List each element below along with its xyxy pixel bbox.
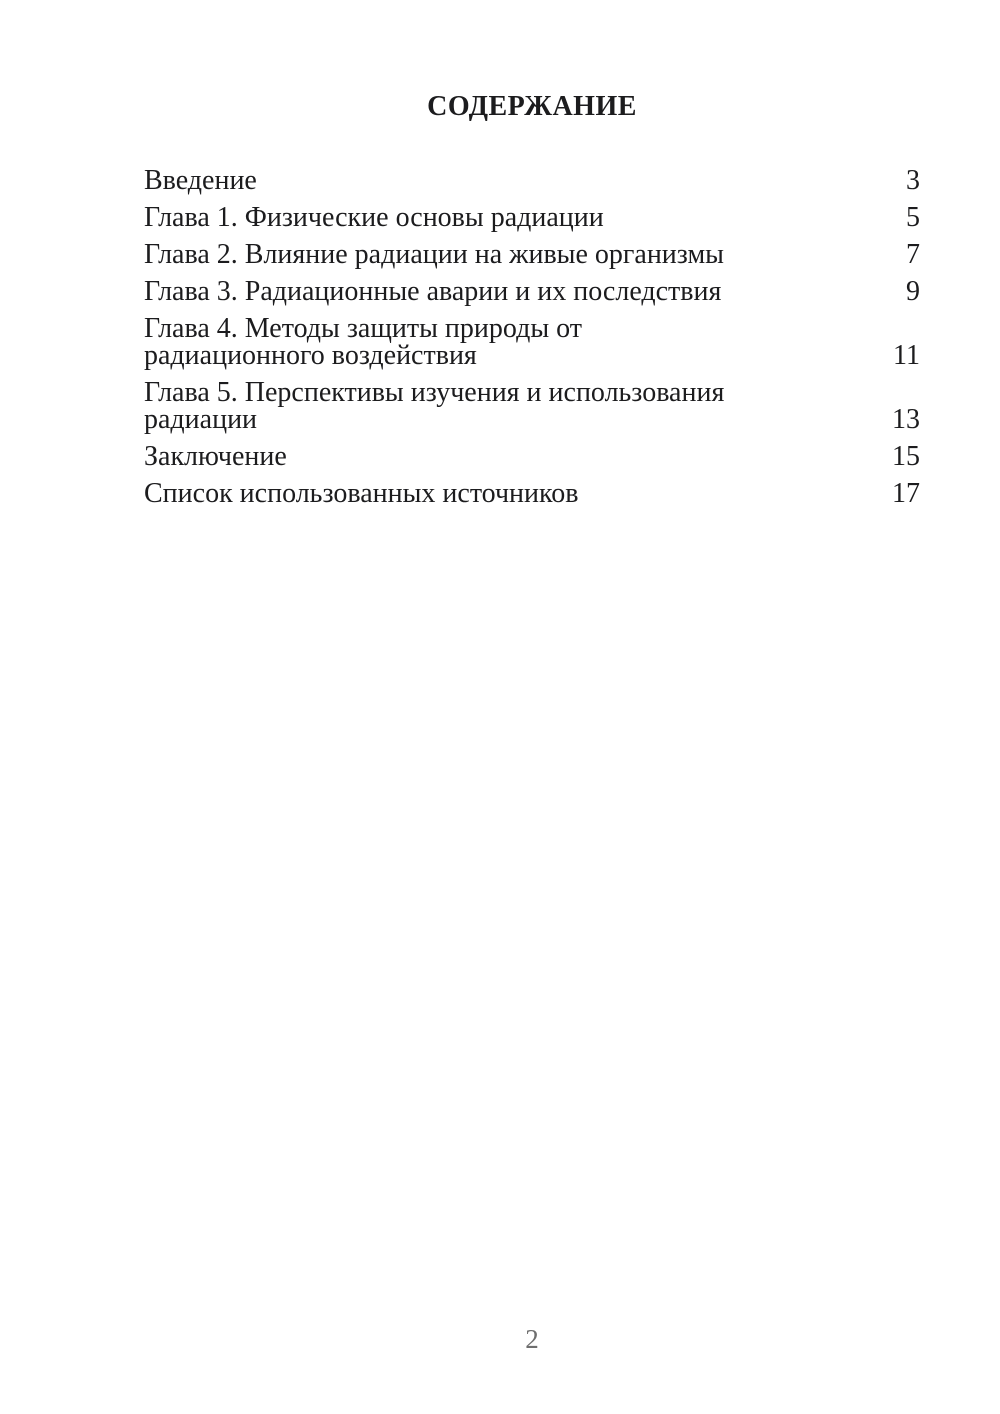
toc-entry-page-number: 13 [892,404,920,435]
toc-entry [144,278,920,305]
toc-entry-page-number: 5 [906,202,920,233]
toc-entry-page-number: 11 [893,340,920,371]
toc-entry [144,480,920,507]
toc-entry-label: Введение [144,165,257,196]
toc-entry-page-number: 7 [906,239,920,270]
toc-entry-label: Глава 5. Перспективы изучения и использования радиации [144,377,725,435]
toc-entry [144,379,920,433]
toc-entry-page-number: 17 [892,478,920,509]
toc-entry [144,167,920,194]
toc-entry [144,315,920,369]
toc-entry-page-number: 9 [906,276,920,307]
toc-entry-page-number: 15 [892,441,920,472]
toc-content [144,93,920,517]
toc-entry [144,241,920,268]
toc-entry [144,443,920,470]
page-title: СОДЕРЖАНИЕ [427,91,637,122]
toc-entry-label: Глава 1. Физические основы радиации [144,202,604,233]
toc-entry [144,204,920,231]
table-of-contents [144,167,920,507]
toc-entry-label: Заключение [144,441,287,472]
footer-page-number: 2 [525,1324,539,1354]
toc-entry-label: Список использованных источников [144,478,579,509]
toc-entry-label: Глава 3. Радиационные аварии и их последствия [144,276,722,307]
toc-entry-page-number: 3 [906,165,920,196]
toc-entry-label: Глава 2. Влияние радиации на живые организмы [144,239,724,270]
toc-entry-label: Глава 4. Методы защиты природы от радиационного воздействия [144,313,583,371]
